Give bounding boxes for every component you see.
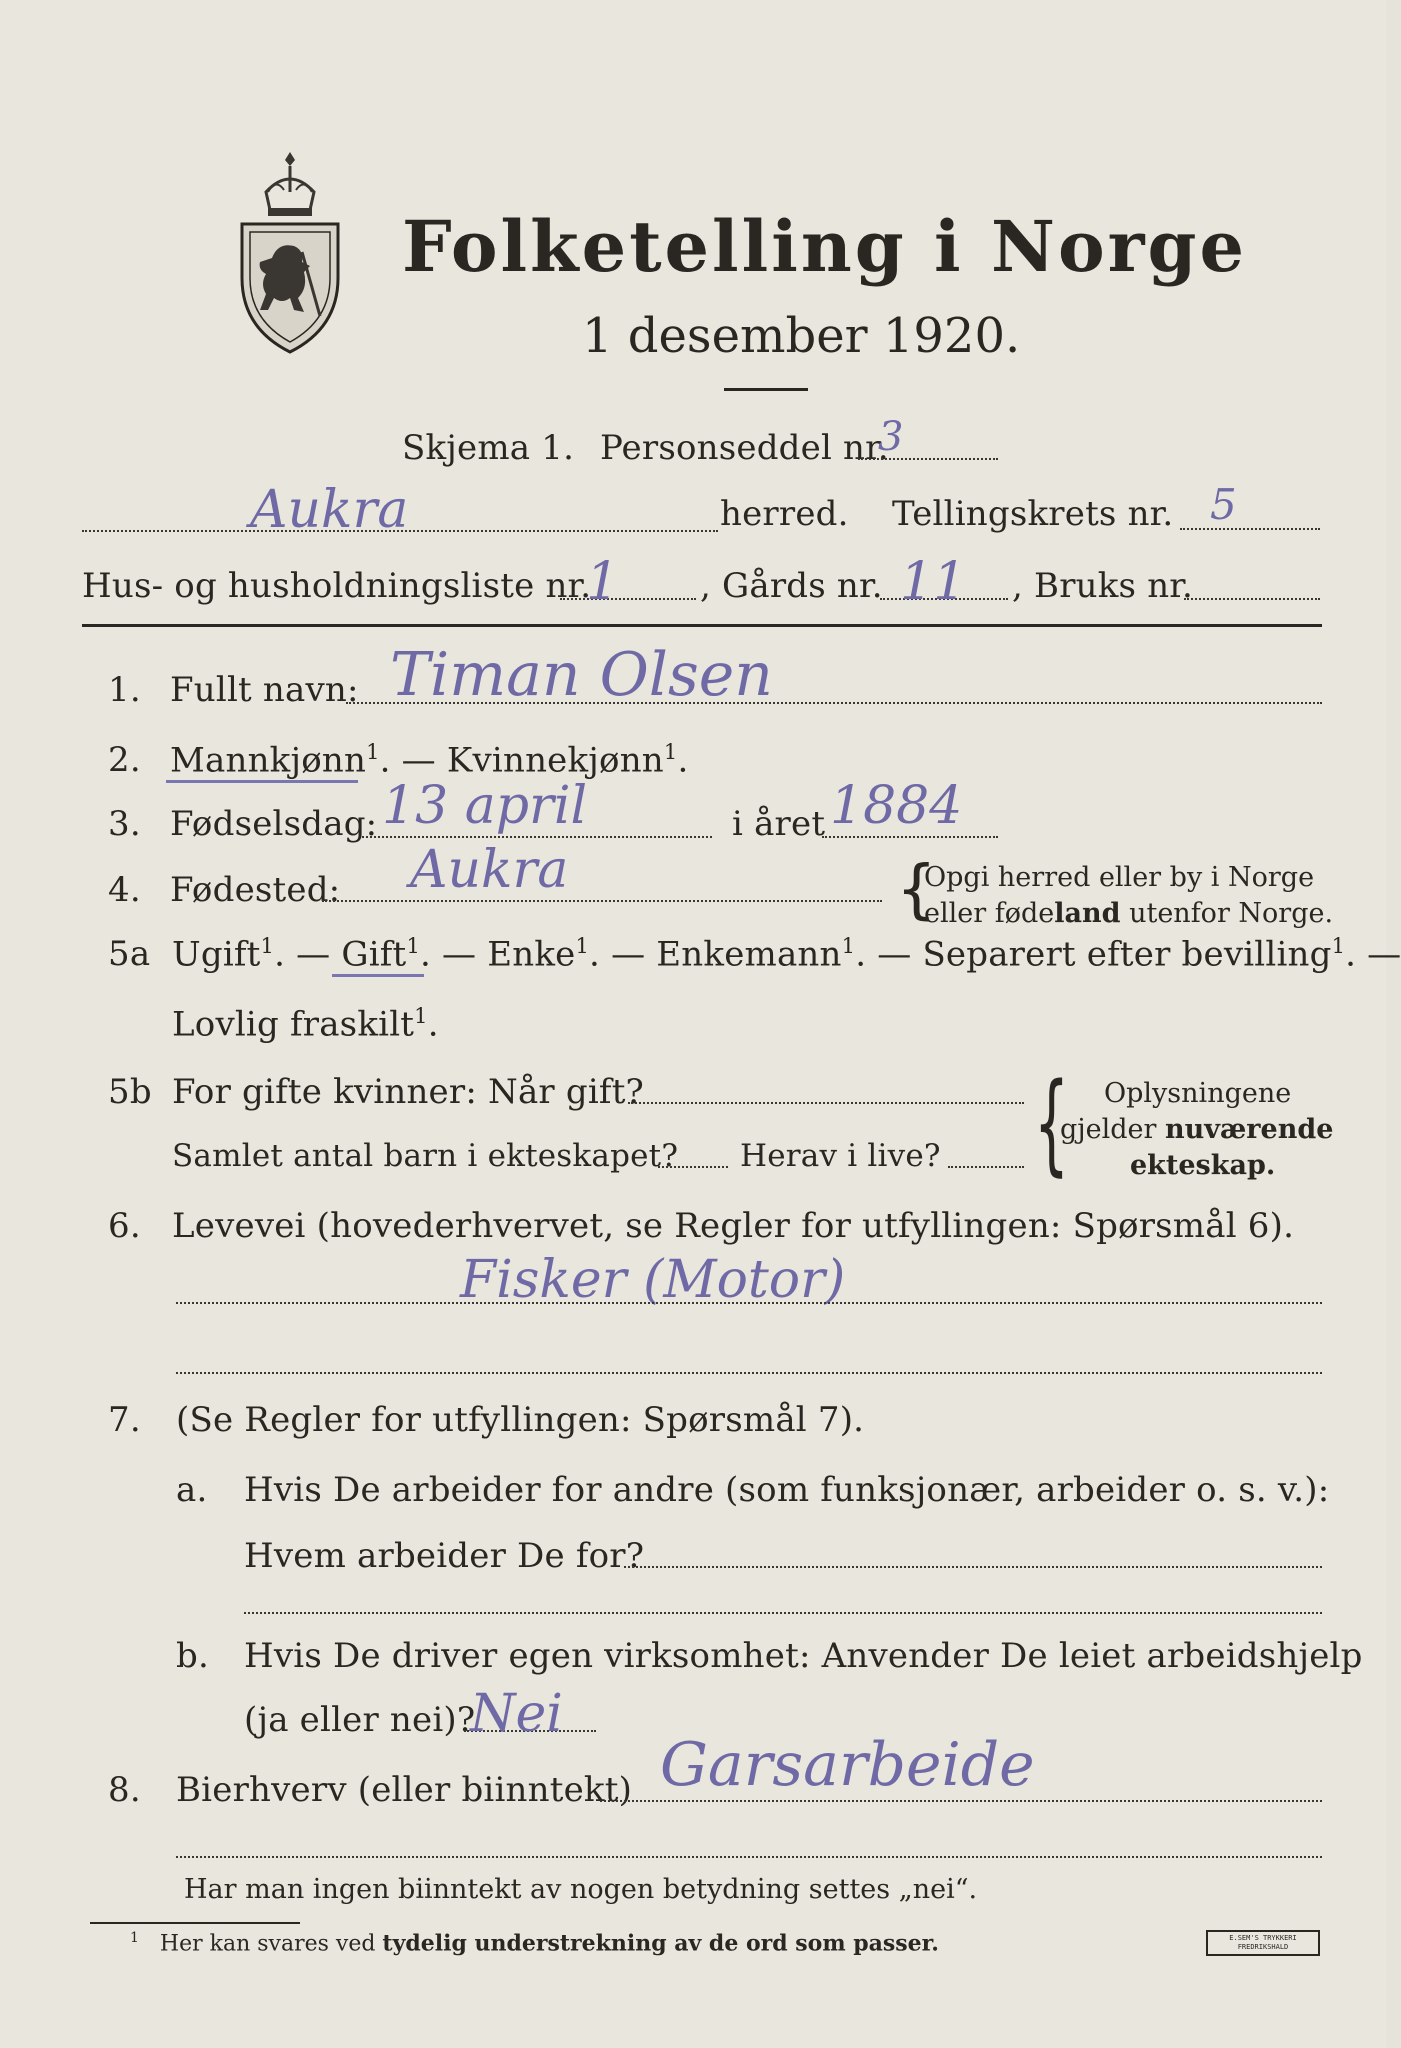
tellingskrets-label: Tellingskrets nr. xyxy=(892,494,1174,534)
q5b-note-line1: Oplysningene xyxy=(1104,1078,1292,1109)
biinntekt-note: Har man ingen biinntekt av nogen betydning settes „nei“. xyxy=(184,1874,978,1905)
header-divider xyxy=(82,624,1322,627)
q3-number: 3. xyxy=(108,804,141,844)
q1-label: Fullt navn: xyxy=(170,670,359,710)
q7b-number: b. xyxy=(176,1636,209,1676)
q6-dotline-2 xyxy=(176,1372,1322,1374)
q2-options: Mannkjønn$^1$. — Kvinnekjønn$^1$. xyxy=(170,740,689,781)
q7-number: 7. xyxy=(108,1400,141,1440)
q5b-live-label: Herav i live? xyxy=(740,1138,941,1174)
q5b-live-dotline xyxy=(948,1166,1024,1168)
q4-note-brace: { xyxy=(896,853,937,927)
q8-dotline-2 xyxy=(176,1856,1322,1858)
hus-label: Hus- og husholdningsliste nr. xyxy=(82,566,592,606)
q2-mannkjonn[interactable]: Mannkjønn xyxy=(170,740,367,781)
q7a-number: a. xyxy=(176,1470,208,1510)
q5b-barn-dotline xyxy=(658,1166,728,1168)
q3-label: Fødselsdag: xyxy=(170,804,378,844)
q5b-note-brace: { xyxy=(1034,1059,1069,1187)
printer-stamp: E.SEM'S TRYKKERI FREDRIKSHALD xyxy=(1206,1930,1320,1956)
herred-value[interactable]: Aukra xyxy=(250,480,409,540)
q7a-label: Hvis De arbeider for andre (som funksjonær, arbeider o. s. v.): xyxy=(244,1470,1330,1510)
q7a-dotline-2 xyxy=(244,1612,1322,1614)
gards-value[interactable]: 11 xyxy=(900,552,967,612)
q8-number: 8. xyxy=(108,1770,141,1810)
footnote-divider xyxy=(90,1922,300,1924)
footnote: $^1$ Her kan svares ved tydelig understrekning av de ord som passer. xyxy=(130,1930,939,1957)
q5a-options: Ugift$^1$. — Gift$^1$. — Enke$^1$. — Enkemann$^1$. — Separert efter bevilling$^1$. — xyxy=(172,934,1401,975)
coat-of-arms-emblem xyxy=(232,148,348,354)
q3-aaret-value[interactable]: 1884 xyxy=(830,776,963,836)
q4-note-line1: Opgi herred eller by i Norge xyxy=(924,862,1315,893)
tellingskrets-dotline xyxy=(1180,528,1320,530)
hus-dotline xyxy=(560,598,696,600)
q3-value[interactable]: 13 april xyxy=(382,776,588,836)
personseddel-label: Personseddel nr. xyxy=(600,428,889,468)
q5b-barn-label: Samlet antal barn i ekteskapet? xyxy=(172,1138,679,1174)
q5a-gift[interactable]: Gift xyxy=(341,934,407,975)
q4-note-line2: eller fødeland utenfor Norge. xyxy=(924,898,1334,929)
q7a-dotline-1 xyxy=(624,1566,1322,1568)
tellingskrets-value[interactable]: 5 xyxy=(1210,480,1237,529)
q5a-enke[interactable]: Enke xyxy=(487,934,576,975)
form-title: Folketelling i Norge xyxy=(402,205,1248,288)
q5a-ugift[interactable]: Ugift xyxy=(172,934,261,975)
q6-number: 6. xyxy=(108,1206,141,1246)
q7b-label: Hvis De driver egen virksomhet: Anvender De leiet arbeidshjelp xyxy=(244,1636,1363,1676)
q3-dotline xyxy=(362,836,712,838)
q5a-lovlig: Lovlig fraskilt$^1$. xyxy=(172,1004,439,1045)
q5a-gift-underline xyxy=(332,974,424,977)
q5b-label: For gifte kvinner: Når gift? xyxy=(172,1072,644,1112)
q4-value[interactable]: Aukra xyxy=(410,840,569,900)
q3-aaret-dotline xyxy=(822,836,998,838)
q6-label: Levevei (hovederhvervet, se Regler for utfyllingen: Spørsmål 6). xyxy=(172,1206,1295,1246)
q2-mannkjonn-underline xyxy=(166,780,358,783)
q6-value[interactable]: Fisker (Motor) xyxy=(460,1250,846,1310)
q4-number: 4. xyxy=(108,870,141,910)
q7-label: (Se Regler for utfyllingen: Spørsmål 7). xyxy=(176,1400,865,1440)
gards-label: , Gårds nr. xyxy=(700,566,883,606)
q5b-note-line3: ekteskap. xyxy=(1130,1150,1276,1181)
q5b-gift-dotline xyxy=(628,1102,1024,1104)
q8-dotline-1 xyxy=(600,1800,1322,1802)
q7b-value[interactable]: Nei xyxy=(470,1684,563,1744)
bruks-dotline xyxy=(1184,598,1320,600)
q7b-question: (ja eller nei)? xyxy=(244,1700,476,1740)
q8-value[interactable]: Garsarbeide xyxy=(660,1730,1035,1800)
q5a-enkemann[interactable]: Enkemann xyxy=(656,934,842,975)
hus-value[interactable]: 1 xyxy=(586,552,620,612)
q5a-separert[interactable]: Separert efter bevilling xyxy=(922,934,1332,975)
title-divider xyxy=(724,388,808,391)
q1-number: 1. xyxy=(108,670,141,710)
q8-label: Bierhverv (eller biinntekt) xyxy=(176,1770,633,1810)
q6-dotline-1 xyxy=(176,1302,1322,1304)
q5a-number: 5a xyxy=(108,934,151,974)
q1-value[interactable]: Timan Olsen xyxy=(390,640,773,710)
bruks-label: , Bruks nr. xyxy=(1012,566,1194,606)
q5b-number: 5b xyxy=(108,1072,152,1112)
q3-aaret-label: i året xyxy=(732,804,826,844)
q4-label: Fødested: xyxy=(170,870,341,910)
personseddel-value[interactable]: 3 xyxy=(878,414,904,460)
q5b-note-line2: gjelder nuværende xyxy=(1060,1114,1334,1145)
schema-label: Skjema 1. xyxy=(402,428,575,468)
q4-dotline xyxy=(322,900,882,902)
herred-label: herred. xyxy=(720,494,849,534)
form-date: 1 desember 1920. xyxy=(582,308,1021,364)
q7a-question: Hvem arbeider De for? xyxy=(244,1536,645,1576)
q2-kvinnekjonn[interactable]: Kvinnekjønn xyxy=(446,740,664,781)
q2-number: 2. xyxy=(108,740,141,780)
